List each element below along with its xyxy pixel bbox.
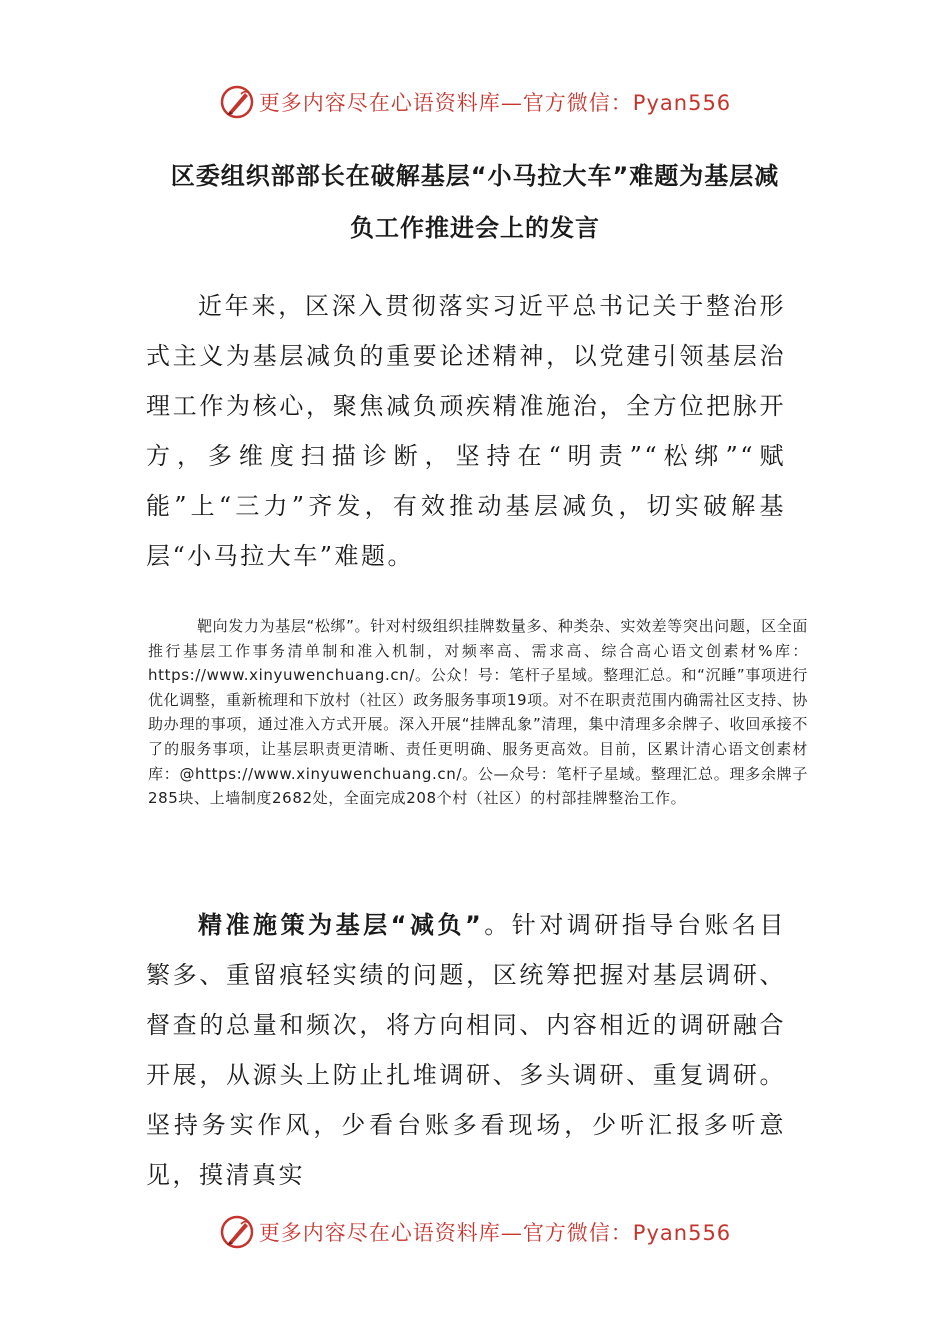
paragraph-reduce-burden bbox=[146, 900, 786, 1200]
footer-banner-dash: — bbox=[500, 1221, 523, 1245]
title-line-1: 区委组织部部长在破解基层“小马拉大车”难题为基层减 bbox=[170, 162, 780, 190]
banner-wechat: 官方微信：Pyan556 bbox=[522, 91, 732, 115]
paragraph-body: 。针对调研指导台账名目繁多、重留痕轻实绩的问题，区统筹把握对基层调研、督查的总量和频次，将方向相同、内容相近的调研融合开展，从源头上防止扎堆调研、多头调研、重复调研。坚持务实作风，少看台账多看现场，少听汇报多听意见，摸清真实 bbox=[146, 911, 787, 1189]
banner-title: 更多内容尽在心语资料库 bbox=[258, 91, 501, 115]
pen-nib-logo-icon bbox=[219, 84, 255, 120]
title-line-2: 负工作推进会上的发言 bbox=[350, 214, 600, 242]
paragraph-loosen: 靶向发力为基层“松绑”。针对村级组织挂牌数量多、种类杂、实效差等突出问题，区全面推行基层工作事务清单制和准入机制，对频率高、需求高、综合高心语文创素材%库：https://www.xinyuwenchuang.cn/。公众！号：笔杆子星域。整理汇总。和“沉睡”事项进行优化调整，重新梳理和下放村（社区）政务服务事项19项。对不在职责范围内确需社区支持、协助办理的事项，通过准入方式开展。深入开展“挂牌乱象”清理，集中清理多余牌子、收回承接不了的服务事项，让基层职责更清晰、责任更明确、服务更高效。目前，区累计清心语文创素材库：@https://www.xinyuwenchuang.cn/。公—众号：笔杆子星域。整理汇总。理多余牌子285块、上墙制度2682处，全面完成208个村（社区）的村部挂牌整治工作。 bbox=[148, 617, 808, 808]
banner-dash: — bbox=[500, 91, 523, 115]
banner-text bbox=[259, 87, 731, 117]
footer-banner-title: 更多内容尽在心语资料库 bbox=[258, 1221, 501, 1245]
page-title bbox=[150, 150, 800, 254]
paragraph-lead: 精准施策为基层“减负” bbox=[198, 911, 484, 939]
pen-nib-logo-icon bbox=[219, 1214, 255, 1250]
footer-banner bbox=[0, 1212, 950, 1252]
header-banner bbox=[0, 82, 950, 122]
footer-banner-text bbox=[259, 1217, 731, 1247]
footer-banner-wechat: 官方微信：Pyan556 bbox=[522, 1221, 732, 1245]
paragraph-intro: 近年来，区深入贯彻落实习近平总书记关于整治形式主义为基层减负的重要论述精神，以党建引领基层治理工作为核心，聚焦减负顽疾精准施治，全方位把脉开方，多维度扫描诊断，坚持在“明责”“松绑”“赋能”上“三力”齐发，有效推动基层减负，切实破解基层“小马拉大车”难题。 bbox=[146, 292, 786, 570]
